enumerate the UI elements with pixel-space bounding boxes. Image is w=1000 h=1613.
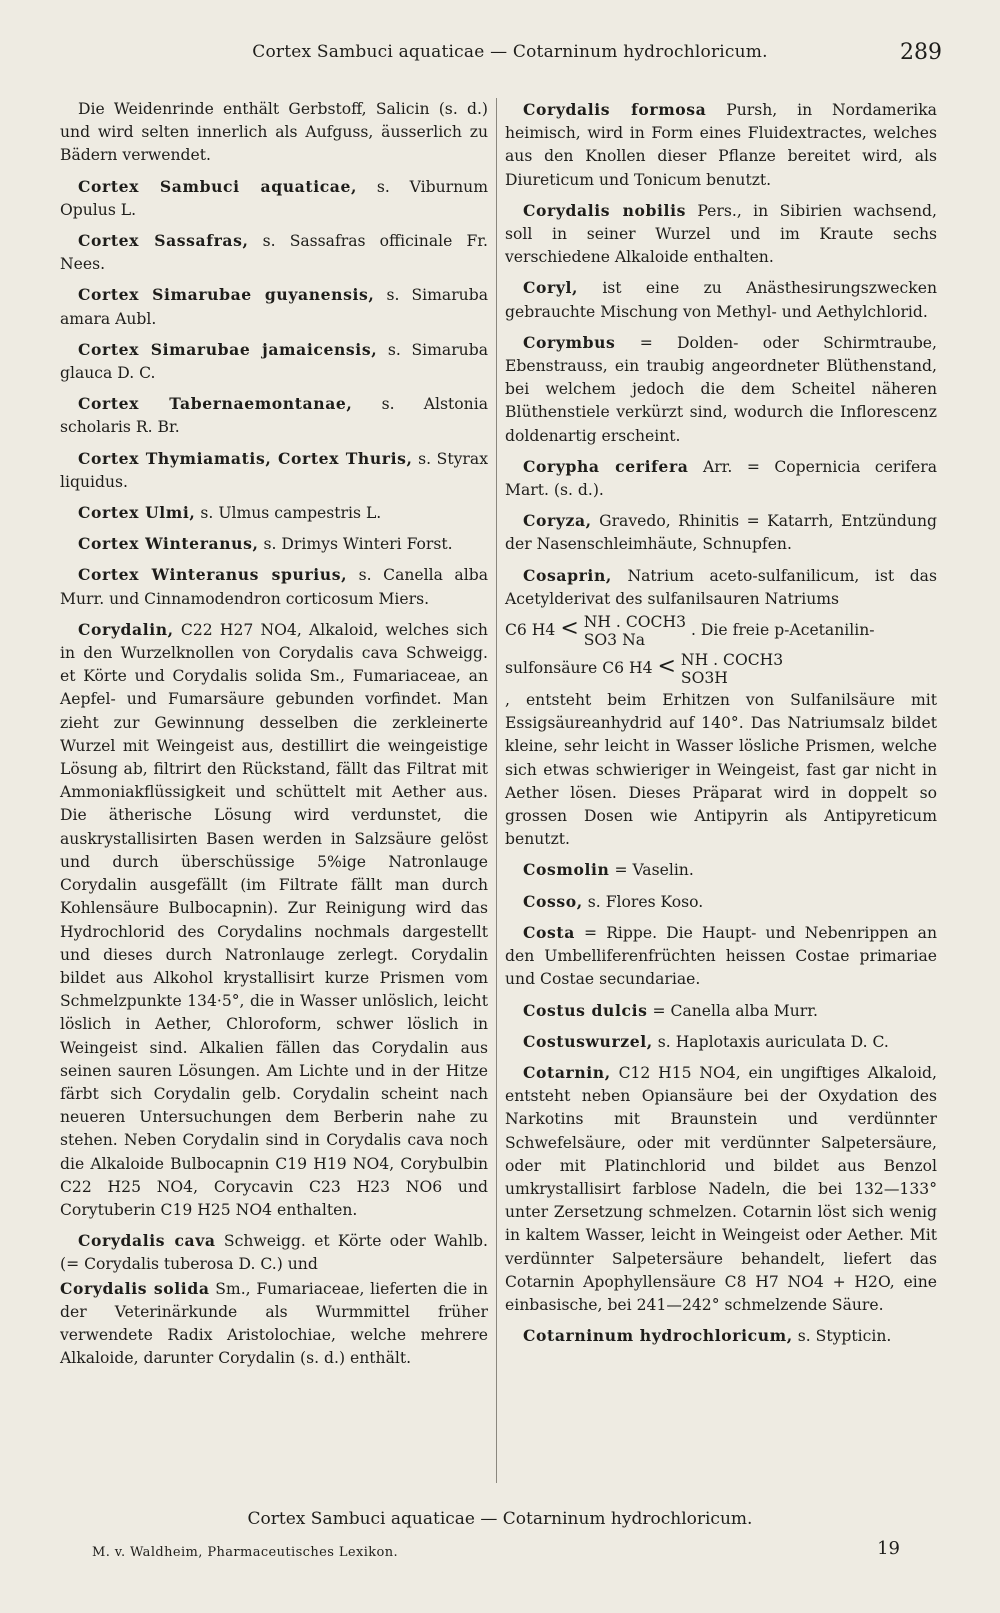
entry-lemma: Cortex Sambuci aquaticae, — [78, 176, 358, 196]
entry-text: s. Simaruba amara Aubl. — [60, 286, 488, 328]
entry-text: Pursh, in Nordamerika heimisch, wird in Form eines Fluidextractes, welches aus den Knollen dieser Pflanze bereitet wird, als Diureticum und Tonicum benutzt. — [505, 101, 937, 189]
entry — [60, 447, 488, 494]
entry — [60, 98, 488, 168]
entry — [505, 921, 937, 992]
entry — [60, 283, 488, 330]
entry-text: Die Weidenrinde enthält Gerbstoff, Salicin (s. d.) und wird selten innerlich als Aufguss, äusserlich zu Bädern verwendet. — [60, 100, 488, 165]
page-number: 289 — [900, 40, 942, 65]
entry — [505, 999, 937, 1023]
entry-text: Arr. = Copernicia cerifera Mart. (s. d.). — [505, 457, 937, 500]
entry — [60, 1277, 488, 1371]
entry-text: , entsteht beim Erhitzen von Sulfanilsäure mit Essigsäureanhydrid auf 140°. Das Natriumsalz bildet kleine, sehr leicht in Wasser lösliche Prismen, welche sich etwas schwieriger in Weingeist, fast gar nicht in Aether lösen. Dieses Präparat wird in doppelt so grossen Dosen wie Antipyrin als Antipyreticum benutzt. — [505, 691, 937, 849]
entry — [505, 98, 937, 192]
entry-text: s. Styrax liquidus. — [60, 449, 488, 491]
entry-lemma: Corydalin, — [78, 619, 174, 639]
entry-lemma: Cotarninum hydrochloricum, — [523, 1326, 793, 1346]
entry-lemma: Costuswurzel, — [523, 1031, 653, 1051]
formula-base: C6 H4 — [505, 621, 556, 640]
entry — [505, 689, 937, 851]
entry — [505, 890, 937, 914]
entry-text: Die freie p-Acetanilin- — [700, 621, 875, 640]
entry-lemma: Costus dulcis — [523, 1000, 648, 1020]
entry — [505, 1061, 937, 1317]
entry — [505, 199, 937, 270]
entry — [505, 455, 937, 502]
entry-lemma: Corypha cerifera — [523, 456, 689, 476]
right-column — [505, 98, 937, 1355]
entry-lemma: Corydalis nobilis — [523, 200, 686, 220]
entry — [60, 392, 488, 439]
entry-text: Sm., Fumariaceae, lieferten die in der Veterinärkunde als Wurmmittel früher verwendete Radix Aristolochiae, welche mehrere Alkaloide, darunter Corydalin (s. d.) enthält. — [60, 1279, 488, 1368]
entry-lemma: Corydalis formosa — [523, 100, 707, 119]
entry-lemma: Cosmolin — [523, 860, 610, 880]
entry-text: = Rippe. Die Haupt- und Nebenrippen an den Umbelliferenfrüchten heissen Costae primariae und Costae secundariae. — [505, 923, 937, 989]
entry-text: = Canella alba Murr. — [652, 1001, 818, 1020]
entry-text: s. Sassafras officinale Fr. Nees. — [60, 232, 488, 274]
entry-text: C22 H27 NO4, Alkaloid, welches sich in den Wurzelknollen von Corydalis cava Schweigg. et Körte und Corydalis solida Sm., Fumariaceae, an Aepfel- und Fumarsäure gebunden vorfindet. Man zieht zur Gewinnung desselben die zerkleinerte Wurzel mit Weingeist aus, destillirt die weingeistige Lösung ab, filtrirt den Rückstand, fällt das Filtrat mit Ammoniakflüssigkeit und schüttelt mit Aether aus. Die ätherische Lösung wird verdunstet, die auskrystallisirten Basen werden in Salzsäure gelöst und durch überschüssige 5%ige Natronlauge Corydalin ausgefällt (im Filtrate fällt man durch Kohlensäure Bulbocapnin). Zur Reinigung wird das Hydrochlorid des Corydalins nochmals dargestellt und dieses durch Natronlauge zerlegt. Corydalin bildet aus Alkohol krystallisirt kurze Prismen vom Schmelzpunkte 134·5°, die in Wasser unlöslich, leicht löslich in Aether, Chloroform, schwer löslich in Weingeist sind. Alkalien fällen das Corydalin aus seinen sauren Lösungen. Am Lichte und in der Hitze färbt sich Corydalin gelb. Corydalin scheint nach neueren Untersuchungen dem Berberin nahe zu stehen. Neben Corydalin sind in Corydalis cava noch die Alkaloide Bulbocapnin C19 H19 NO4, Corybulbin C22 H25 NO4, Corycavin C23 H23 NO6 und Corytuberin C19 H25 NO4 enthalten. — [60, 620, 488, 1219]
entry — [60, 229, 488, 276]
running-head: Cortex Sambuci aquaticae — Cotarninum hydrochloricum. — [252, 42, 768, 62]
entry-text: ist eine zu Anästhesirungszwecken gebrauchte Mischung von Methyl- und Aethylchlorid. — [505, 279, 937, 321]
entry — [60, 175, 488, 222]
entry-text: s. Drimys Winteri Forst. — [263, 535, 453, 554]
entry-lemma: Cortex Sassafras, — [78, 231, 249, 251]
entry-text: = Vaselin. — [614, 861, 694, 880]
entry-lemma: Cortex Simarubae jamaicensis, — [78, 339, 378, 359]
entry-lemma: Corydalis cava — [78, 1231, 216, 1251]
footer-title: Cortex Sambuci aquaticae — Cotarninum hydrochloricum. — [247, 1509, 753, 1529]
entry — [60, 563, 488, 610]
entry-text: s. Canella alba Murr. und Cinnamodendron corticosum Miers. — [60, 566, 488, 608]
formula-bottom: SO3H — [680, 669, 728, 688]
entry — [505, 276, 937, 323]
entry — [505, 564, 937, 611]
entry-lemma: Cotarnin, — [523, 1062, 611, 1082]
entry — [505, 1324, 937, 1348]
entry — [505, 858, 937, 882]
cosaprin-formula: C6 H4 < NH . COCH3 SO3 Na . Die freie p-Acetanilin- — [505, 613, 875, 650]
column-divider — [496, 98, 497, 1483]
entry — [60, 532, 488, 556]
acid-formula: sulfonsäure C6 H4 < NH . COCH3 SO3H — [505, 651, 784, 688]
entry-lemma: Cortex Tabernaemontanae, — [78, 394, 353, 414]
entry-text: Gravedo, Rhinitis = Katarrh, Entzündung der Nasenschleimhäute, Schnupfen. — [505, 512, 937, 554]
entry — [60, 618, 488, 1222]
formula-top: NH . COCH3 — [680, 651, 784, 670]
entry-lemma: Cortex Ulmi, — [78, 503, 196, 523]
left-column — [60, 98, 488, 1377]
entry-text: Pers., in Sibirien wachsend, soll in seiner Wurzel und im Kraute sechs verschiedene Alkaloide enthalten. — [505, 201, 937, 267]
entry-lemma: Cosso, — [523, 891, 583, 911]
footer-publisher: M. v. Waldheim, Pharmaceutisches Lexikon. — [92, 1545, 399, 1560]
entry-lemma: Cortex Winteranus spurius, — [78, 565, 348, 585]
entry — [505, 1030, 937, 1054]
entry-text: = Dolden- oder Schirmtraube, Ebenstrauss, ein traubig angeordneter Blüthenstand, bei welchem jedoch die dem Scheitel näheren Blüthenstiele verkürzt sind, wodurch die Inflorescenz doldenartig erscheint. — [505, 333, 937, 445]
entry-text: s. Simaruba glauca D. C. — [60, 340, 488, 383]
entry — [60, 501, 488, 525]
entry-lemma: Corydalis solida — [60, 1278, 210, 1298]
entry-lemma: Corymbus — [523, 332, 616, 352]
entry-text: s. Viburnum Opulus L. — [60, 177, 488, 219]
entry-text: s. Stypticin. — [797, 1327, 892, 1346]
entry — [60, 338, 488, 385]
entry — [505, 331, 937, 448]
entry — [505, 509, 937, 556]
entry-lemma: Cortex Simarubae guyanensis, — [78, 285, 375, 305]
entry-lemma: Cortex Winteranus, — [78, 534, 259, 554]
entry-lemma: Costa — [523, 922, 575, 942]
entry-text: s. Alstonia scholaris R. Br. — [60, 395, 488, 437]
entry-lemma: Cosaprin, — [523, 565, 612, 585]
footer-signature: 19 — [877, 1538, 900, 1559]
entry-text: Natrium aceto-sulfanilicum, ist das Acetylderivat des sulfanilsauren Natriums — [505, 566, 937, 608]
entry-text: s. Haplotaxis auriculata D. C. — [657, 1032, 889, 1051]
entry — [60, 1229, 488, 1276]
formula-base: sulfonsäure C6 H4 — [505, 659, 653, 678]
entry-text: s. Flores Koso. — [587, 892, 704, 911]
formula-top: NH . COCH3 — [583, 613, 686, 632]
entry-lemma: Coryl, — [523, 278, 579, 298]
entry-lemma: Cortex Thymiamatis, Cortex Thuris, — [78, 448, 413, 468]
entry-text: C12 H15 NO4, ein ungiftiges Alkaloid, entsteht neben Opiansäure bei der Oxydation des Narkotins mit Braunstein und verdünnter Schwefelsäure, oder mit verdünnter Salpetersäure, oder mit Platinchlorid und bildet aus Benzol umkrystallisirt farblose Nadeln, die bei 132—133° unter Zersetzung schmelzen. Cotarnin löst sich wenig in kaltem Wasser, leicht in Weingeist oder Aether. Mit verdünnter Salpetersäure behandelt, liefert das Cotarnin Apophyllensäure C8 H7 NO4 + H2O, eine einbasische, bei 241—242° schmelzende Säure. — [505, 1063, 937, 1314]
entry-lemma: Coryza, — [523, 511, 592, 531]
formula-bottom: SO3 Na — [583, 631, 646, 650]
entry-text: Schweigg. et Körte oder Wahlb. (= Corydalis tuberosa D. C.) und — [60, 1232, 488, 1274]
entry-text: s. Ulmus campestris L. — [200, 504, 382, 523]
